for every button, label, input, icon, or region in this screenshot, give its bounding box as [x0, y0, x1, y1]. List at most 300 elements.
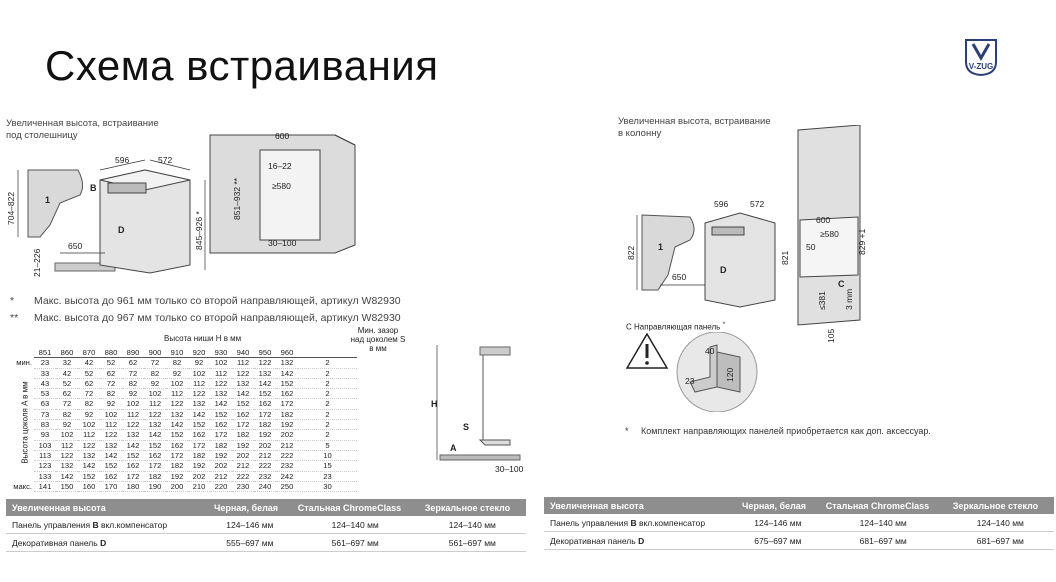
- dim-600-r: 600: [816, 215, 831, 225]
- table-cell: 113: [34, 450, 56, 460]
- gap-cell: 2: [298, 389, 357, 399]
- table-cell: 93: [34, 430, 56, 440]
- spec-table-left: [6, 499, 526, 552]
- table-cell: 122: [78, 440, 100, 450]
- dim-704-822: 704–822: [6, 191, 16, 225]
- table-cell: 112: [78, 430, 100, 440]
- table-cell: 33: [34, 368, 56, 378]
- table-cell: 112: [144, 399, 166, 409]
- table-cell: 132: [166, 409, 188, 419]
- table-row: [8, 450, 357, 460]
- table-cell: 242: [276, 471, 298, 481]
- table-cell: 232: [254, 471, 276, 481]
- table-cell: 52: [78, 368, 100, 378]
- row-label: [8, 461, 34, 471]
- value-cell: 124–140 мм: [292, 516, 419, 534]
- table-cell: 132: [78, 450, 100, 460]
- gap-cell: 23: [298, 471, 357, 481]
- table-cell: 162: [122, 461, 144, 471]
- table-row: [8, 409, 357, 419]
- value-cell: 681–697 мм: [820, 532, 947, 550]
- table-cell: 222: [232, 471, 254, 481]
- table-cell: 152: [122, 450, 144, 460]
- gap-cell: 15: [298, 461, 357, 471]
- niche-table: [8, 348, 357, 492]
- column-header: 860: [56, 348, 78, 358]
- row-label: [8, 399, 34, 409]
- table-cell: 172: [166, 450, 188, 460]
- table-cell: 172: [232, 420, 254, 430]
- dim-3mm: 3 mm: [844, 288, 854, 310]
- note-1-text: Макс. высота до 961 мм только со второй направляющей, артикул W82930: [34, 295, 401, 307]
- table-cell: 230: [232, 481, 254, 491]
- row-label: макс.: [13, 481, 32, 491]
- left-caption-line1: Увеличенная высота, встраивание: [6, 118, 159, 129]
- table-cell: 182: [188, 450, 210, 460]
- table-cell: 152: [100, 461, 122, 471]
- table-cell: 240: [254, 481, 276, 491]
- table-cell: 141: [34, 481, 56, 491]
- column-header: 870: [78, 348, 100, 358]
- dim-829: 829 +1: [857, 228, 867, 255]
- row-label: [8, 420, 34, 430]
- table-cell: 142: [56, 471, 78, 481]
- table-cell: 172: [254, 409, 276, 419]
- table-cell: 72: [100, 378, 122, 388]
- table-row: [8, 481, 357, 491]
- value-cell: 124–146 мм: [208, 516, 292, 534]
- table-cell: 142: [254, 378, 276, 388]
- table-cell: 132: [254, 368, 276, 378]
- header-cell: Стальная ChromeClass: [820, 497, 947, 514]
- table-cell: 122: [144, 409, 166, 419]
- table-cell: 122: [122, 420, 144, 430]
- table-cell: 122: [210, 378, 232, 388]
- table-cell: 42: [78, 358, 100, 368]
- table-row: [8, 440, 357, 450]
- row-label: [8, 409, 34, 419]
- table-cell: 222: [254, 461, 276, 471]
- guide-detail: [625, 332, 760, 412]
- row-label: [8, 389, 34, 399]
- table-cell: 103: [34, 440, 56, 450]
- table-cell: 102: [78, 420, 100, 430]
- row-label: мин.: [16, 358, 32, 368]
- table-row: [544, 514, 1054, 532]
- table-cell: 142: [232, 389, 254, 399]
- table-cell: 63: [34, 399, 56, 409]
- table-cell: 112: [122, 409, 144, 419]
- table-cell: 162: [276, 389, 298, 399]
- value-cell: 561–697 мм: [292, 534, 419, 552]
- dim-572-r: 572: [750, 199, 765, 209]
- table-cell: 192: [210, 450, 232, 460]
- table-cell: 62: [56, 389, 78, 399]
- decor-panel-r: [642, 215, 694, 290]
- dim-16-22: 16–22: [268, 161, 292, 171]
- table-cell: 92: [144, 378, 166, 388]
- side-profile-diagram: [425, 345, 530, 480]
- dim-105: 105: [826, 328, 836, 343]
- table-row: [8, 399, 357, 409]
- table-cell: 122: [232, 368, 254, 378]
- table-cell: 202: [254, 440, 276, 450]
- gap-cell: 2: [298, 399, 357, 409]
- dim-596: 596: [115, 155, 130, 165]
- table-cell: 102: [166, 378, 188, 388]
- table-cell: 92: [56, 420, 78, 430]
- row-label: [8, 378, 34, 388]
- spec-table-right-header: [544, 497, 1054, 514]
- gap-cell: 2: [298, 378, 357, 388]
- row-label: Декоративная панель D: [544, 532, 736, 550]
- decor-panel: [28, 170, 83, 237]
- table-cell: 102: [210, 358, 232, 368]
- gap-cell: 2: [298, 358, 357, 368]
- gap-cell: 30: [298, 481, 357, 491]
- table-cell: 192: [254, 430, 276, 440]
- table-cell: 133: [34, 471, 56, 481]
- right-note: [625, 426, 931, 436]
- row-label: [8, 440, 34, 450]
- dim-572: 572: [158, 155, 173, 165]
- table-cell: 142: [100, 450, 122, 460]
- dim-596-r: 596: [714, 199, 729, 209]
- table-cell: 102: [100, 409, 122, 419]
- table-cell: 160: [78, 481, 100, 491]
- guide-label-text: C Направляющая панель: [626, 322, 721, 332]
- table-cell: 122: [56, 450, 78, 460]
- label-B: B: [90, 183, 97, 193]
- warning-icon: [627, 334, 667, 368]
- value-cell: 561–697 мм: [419, 534, 526, 552]
- table-cell: 32: [56, 358, 78, 368]
- v-zug-logo: [964, 38, 998, 76]
- table-row: [6, 516, 526, 534]
- header-cell: Зеркальное стекло: [947, 497, 1054, 514]
- table-cell: 52: [56, 378, 78, 388]
- note-2: [10, 312, 401, 324]
- table-cell: 172: [188, 440, 210, 450]
- gap-title-line1: Мин. зазор: [357, 326, 399, 335]
- table-cell: 73: [34, 409, 56, 419]
- right-caption-line1: Увеличенная высота, встраивание: [618, 116, 771, 127]
- table-cell: 182: [276, 409, 298, 419]
- logo-text: V-ZUG: [968, 62, 994, 71]
- table-cell: 122: [188, 389, 210, 399]
- table-cell: 162: [210, 420, 232, 430]
- table-cell: 182: [232, 430, 254, 440]
- dim-845-926: 845–926 *: [194, 211, 204, 250]
- right-installation-diagram: [620, 125, 870, 350]
- niche-table-title: Высота ниши H в мм: [164, 334, 242, 343]
- table-cell: 112: [188, 378, 210, 388]
- row-label: Декоративная панель D: [6, 534, 208, 552]
- table-cell: 62: [78, 378, 100, 388]
- value-cell: 681–697 мм: [947, 532, 1054, 550]
- dim-600: 600: [275, 131, 290, 141]
- table-cell: 220: [210, 481, 232, 491]
- table-cell: 102: [188, 368, 210, 378]
- table-cell: 212: [210, 471, 232, 481]
- table-row: [8, 378, 357, 388]
- table-cell: 152: [254, 389, 276, 399]
- table-cell: 162: [166, 440, 188, 450]
- page-title: Схема встраивания: [45, 42, 439, 89]
- table-cell: 112: [232, 358, 254, 368]
- table-cell: 162: [254, 399, 276, 409]
- table-cell: 132: [100, 440, 122, 450]
- table-cell: 172: [276, 399, 298, 409]
- value-cell: 675–697 мм: [736, 532, 820, 550]
- axis-label-plinth: Высота цоколя A в мм: [20, 381, 30, 464]
- table-row: [6, 534, 526, 552]
- table-cell: 102: [144, 389, 166, 399]
- table-cell: 162: [100, 471, 122, 481]
- table-cell: 212: [232, 461, 254, 471]
- table-cell: 162: [144, 450, 166, 460]
- guide-dim-40: 40: [705, 346, 715, 356]
- left-caption-line2: под столешницу: [6, 130, 78, 141]
- column-header: 920: [188, 348, 210, 358]
- guide-label: [626, 321, 725, 332]
- gap-cell: 2: [298, 368, 357, 378]
- table-cell: 200: [166, 481, 188, 491]
- table-cell: 82: [166, 358, 188, 368]
- label-1-r: 1: [658, 242, 664, 252]
- table-cell: 132: [144, 420, 166, 430]
- value-cell: 555–697 мм: [208, 534, 292, 552]
- dim-580: ≥580: [272, 181, 291, 191]
- table-cell: 82: [56, 409, 78, 419]
- table-cell: 172: [122, 471, 144, 481]
- label-A: A: [450, 443, 457, 453]
- table-cell: 122: [100, 430, 122, 440]
- table-cell: 142: [166, 420, 188, 430]
- row-label: [8, 368, 34, 378]
- column-header: 960: [276, 348, 298, 358]
- dim-50: 50: [806, 242, 816, 252]
- row-label: [8, 450, 34, 460]
- note-1-mark: *: [10, 295, 15, 307]
- label-H: H: [431, 399, 438, 409]
- table-row: [8, 471, 357, 481]
- gap-title: [348, 326, 408, 353]
- table-cell: 212: [276, 440, 298, 450]
- row-label: [8, 430, 34, 440]
- label-D-r: D: [720, 265, 727, 275]
- right-caption-line2: в колонну: [618, 128, 662, 139]
- table-cell: 112: [210, 368, 232, 378]
- gap-cell: 2: [298, 420, 357, 430]
- table-cell: 132: [276, 358, 298, 368]
- dim-30-100: 30–100: [268, 238, 297, 248]
- table-cell: 172: [210, 430, 232, 440]
- table-row: [8, 389, 357, 399]
- table-cell: 192: [166, 471, 188, 481]
- note-2-text: Макс. высота до 967 мм только со второй направляющей, артикул W82930: [34, 312, 401, 324]
- table-cell: 250: [276, 481, 298, 491]
- table-cell: 72: [122, 368, 144, 378]
- table-cell: 132: [56, 461, 78, 471]
- table-cell: 82: [122, 378, 144, 388]
- table-cell: 43: [34, 378, 56, 388]
- dim-650: 650: [68, 241, 83, 251]
- table-cell: 202: [188, 471, 210, 481]
- table-cell: 72: [144, 358, 166, 368]
- right-note-mark: *: [625, 426, 629, 436]
- table-cell: 142: [122, 440, 144, 450]
- value-cell: 124–140 мм: [947, 514, 1054, 532]
- table-cell: 132: [188, 399, 210, 409]
- table-cell: 83: [34, 420, 56, 430]
- table-cell: 212: [254, 450, 276, 460]
- table-cell: 122: [166, 399, 188, 409]
- row-label: Панель управления B вкл.компенсатор: [6, 516, 208, 534]
- dim-650-r: 650: [672, 272, 687, 282]
- table-cell: 152: [144, 440, 166, 450]
- table-cell: 142: [78, 461, 100, 471]
- table-cell: 42: [56, 368, 78, 378]
- spec-table-left-header: [6, 499, 526, 516]
- column-header: 880: [100, 348, 122, 358]
- table-cell: 132: [210, 389, 232, 399]
- table-row: [544, 532, 1054, 550]
- header-cell: Стальная ChromeClass: [292, 499, 419, 516]
- value-cell: 124–140 мм: [419, 516, 526, 534]
- guide-dim-120: 120: [725, 367, 735, 382]
- table-cell: 112: [166, 389, 188, 399]
- value-cell: 124–146 мм: [736, 514, 820, 532]
- table-cell: 180: [122, 481, 144, 491]
- table-cell: 102: [56, 430, 78, 440]
- table-cell: 182: [166, 461, 188, 471]
- table-cell: 102: [122, 399, 144, 409]
- table-row: [8, 461, 357, 471]
- table-cell: 92: [78, 409, 100, 419]
- table-cell: 132: [122, 430, 144, 440]
- dim-580-r: ≥580: [820, 229, 839, 239]
- header-cell: Зеркальное стекло: [419, 499, 526, 516]
- dim-21-226: 21–226: [32, 248, 42, 277]
- label-1: 1: [45, 195, 51, 205]
- column-header: 890: [122, 348, 144, 358]
- column-header: 940: [232, 348, 254, 358]
- gap-cell: 2: [298, 409, 357, 419]
- table-cell: 92: [122, 389, 144, 399]
- value-cell: 124–140 мм: [820, 514, 947, 532]
- table-cell: 123: [34, 461, 56, 471]
- table-cell: 152: [78, 471, 100, 481]
- table-cell: 23: [34, 358, 56, 368]
- table-cell: 142: [210, 399, 232, 409]
- table-cell: 210: [188, 481, 210, 491]
- spec-table-right: [544, 497, 1054, 550]
- header-cell: Черная, белая: [736, 497, 820, 514]
- column-header: 900: [144, 348, 166, 358]
- control-panel: [108, 183, 146, 193]
- header-cell: Черная, белая: [208, 499, 292, 516]
- column-header: 950: [254, 348, 276, 358]
- table-cell: 152: [210, 409, 232, 419]
- niche-table-header: [8, 348, 357, 358]
- gap-title-line3: в мм: [369, 344, 387, 353]
- table-cell: 142: [144, 430, 166, 440]
- table-cell: 150: [56, 481, 78, 491]
- table-cell: 192: [232, 440, 254, 450]
- table-cell: 92: [166, 368, 188, 378]
- table-cell: 170: [100, 481, 122, 491]
- dim-822: 822: [626, 245, 636, 260]
- guide-dim-23: 23: [685, 376, 695, 386]
- table-cell: 112: [56, 440, 78, 450]
- table-cell: 53: [34, 389, 56, 399]
- table-cell: 190: [144, 481, 166, 491]
- left-installation-diagram: [0, 125, 410, 285]
- table-row: [8, 358, 357, 368]
- table-cell: 152: [166, 430, 188, 440]
- table-cell: 92: [100, 399, 122, 409]
- table-cell: 142: [276, 368, 298, 378]
- table-cell: 222: [276, 450, 298, 460]
- note-2-mark: **: [10, 312, 19, 324]
- label-C: C: [838, 279, 845, 289]
- table-row: [8, 430, 357, 440]
- table-cell: 82: [144, 368, 166, 378]
- table-cell: 62: [100, 368, 122, 378]
- table-cell: 132: [232, 378, 254, 388]
- gap-title-line2: над цоколем S: [350, 335, 406, 344]
- table-cell: 202: [276, 430, 298, 440]
- table-cell: 152: [232, 399, 254, 409]
- table-cell: 82: [100, 389, 122, 399]
- table-cell: 72: [78, 389, 100, 399]
- table-cell: 72: [56, 399, 78, 409]
- guide-label-mark: *: [722, 321, 726, 328]
- column-header: 851: [34, 348, 56, 358]
- note-1: [10, 295, 401, 307]
- header-cell: Увеличенная высота: [6, 499, 208, 516]
- table-cell: 152: [188, 420, 210, 430]
- right-note-text: Комплект направляющих панелей приобретается как доп. аксессуар.: [641, 426, 931, 436]
- gap-cell: 10: [298, 450, 357, 460]
- column-header: 930: [210, 348, 232, 358]
- table-cell: 122: [254, 358, 276, 368]
- table-cell: 182: [254, 420, 276, 430]
- table-cell: 162: [188, 430, 210, 440]
- table-cell: 202: [210, 461, 232, 471]
- row-label: Панель управления B вкл.компенсатор: [544, 514, 736, 532]
- table-cell: 182: [144, 471, 166, 481]
- dim-30-100-side: 30–100: [495, 464, 524, 474]
- table-cell: 192: [188, 461, 210, 471]
- dim-851-932: 851–932 **: [232, 177, 242, 220]
- label-S: S: [463, 422, 470, 432]
- table-cell: 232: [276, 461, 298, 471]
- dim-821: 821: [780, 250, 790, 265]
- gap-cell: 5: [298, 440, 357, 450]
- table-row: [8, 368, 357, 378]
- table-cell: 52: [100, 358, 122, 368]
- table-cell: 172: [144, 461, 166, 471]
- header-cell: Увеличенная высота: [544, 497, 736, 514]
- column-header: 910: [166, 348, 188, 358]
- table-cell: 62: [122, 358, 144, 368]
- gap-cell: 2: [298, 430, 357, 440]
- table-cell: 182: [210, 440, 232, 450]
- table-cell: 192: [276, 420, 298, 430]
- table-row: [8, 420, 357, 430]
